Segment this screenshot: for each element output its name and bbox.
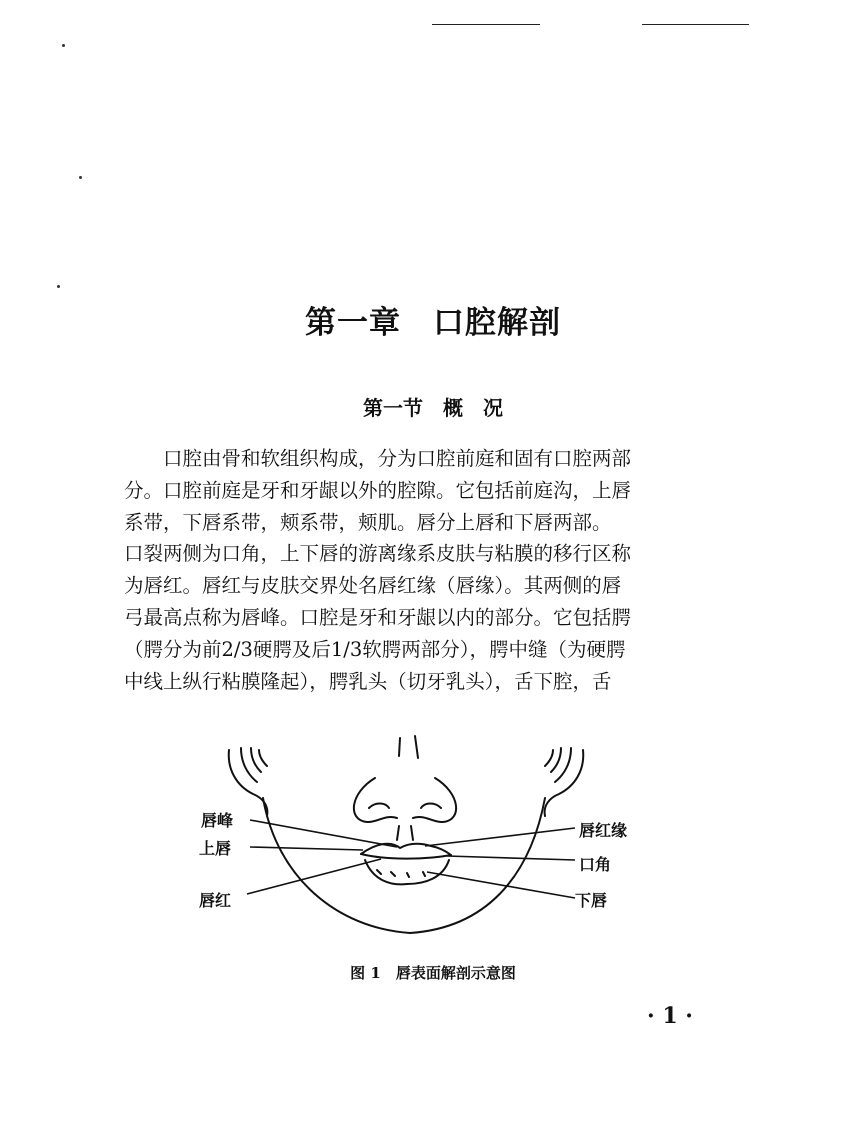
scan-speck	[79, 176, 82, 179]
header-rule-right	[642, 24, 749, 25]
figure-caption: 图 1 唇表面解剖示意图	[350, 964, 516, 982]
label-vermilion: 唇红	[199, 891, 232, 910]
lip-anatomy-figure	[185, 728, 675, 953]
scan-speck	[57, 285, 60, 288]
label-lip-peak: 唇峰	[201, 811, 234, 830]
body-paragraph	[124, 443, 724, 697]
paragraph-line: （腭分为前2/3硬腭及后1/3软腭两部分），腭中缝（为硬腭	[124, 637, 626, 661]
paragraph-line: 为唇红。唇红与皮肤交界处名唇红缘（唇缘）。其两侧的唇	[124, 574, 622, 598]
label-lower-lip: 下唇	[575, 891, 608, 910]
paragraph-line: 系带，下唇系带，颊系带，颊肌。唇分上唇和下唇两部。	[124, 510, 612, 534]
paragraph-line: 口裂两侧为口角，上下唇的游离缘系皮肤与粘膜的移行区称	[124, 542, 632, 566]
paragraph-line: 口腔由骨和软组织构成，分为口腔前庭和固有口腔两部	[163, 447, 632, 470]
section-title: 第一节 概 况	[363, 396, 503, 420]
chapter-title: 第一章 口腔解剖	[305, 305, 561, 341]
label-mouth-corner: 口角	[579, 855, 612, 874]
label-vermilion-border: 唇红缘	[579, 821, 628, 840]
page-number: · 1 ·	[647, 1003, 693, 1029]
scan-speck	[62, 44, 65, 47]
paragraph-line: 分。口腔前庭是牙和牙龈以外的腔隙。它包括前庭沟，上唇	[124, 478, 632, 502]
paragraph-line: 中线上纵行粘膜隆起），腭乳头（切牙乳头），舌下腔，舌	[124, 669, 612, 693]
header-rule-left	[432, 24, 540, 25]
paragraph-line: 弓最高点称为唇峰。口腔是牙和牙龈以内的部分。它包括腭	[124, 605, 632, 629]
label-upper-lip: 上唇	[199, 839, 232, 858]
